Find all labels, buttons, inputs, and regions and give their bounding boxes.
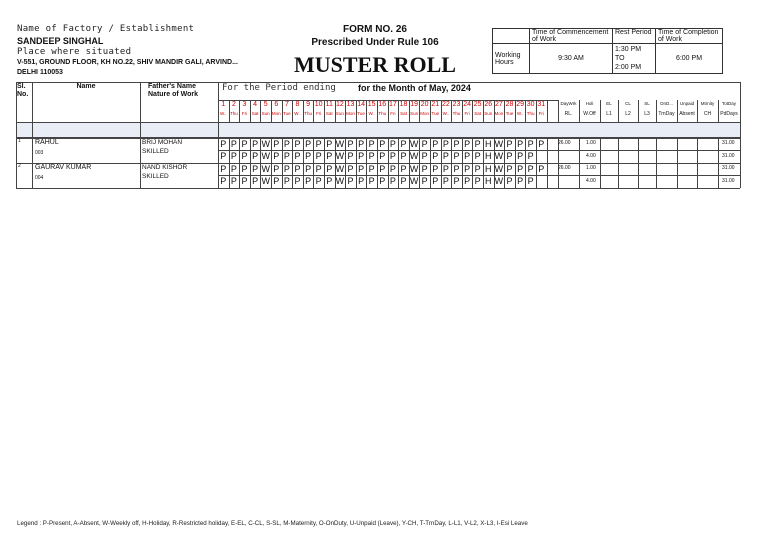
summary-vline: [656, 138, 657, 188]
summary-vline: [579, 138, 580, 188]
completion-label: Time of Completion of Work: [656, 29, 723, 44]
day-weekday: Sat: [400, 111, 407, 116]
attendance-cell: P: [517, 139, 524, 149]
summary-vline: [618, 138, 619, 188]
employee-name: RAHUL: [35, 139, 59, 146]
summary-head-sub: L3: [644, 111, 650, 117]
day-number: 16: [378, 101, 387, 108]
attendance-cell: W: [494, 164, 504, 174]
factory-name: SANDEEP SINGHAL: [17, 36, 104, 46]
attendance-cell: P: [527, 164, 534, 174]
attendance-cell: P: [294, 151, 301, 161]
attendance-cell: W: [409, 139, 419, 149]
col-father-name: Father's Name: [148, 83, 196, 90]
summary-head-sub: L1: [606, 111, 612, 117]
attendance-cell: P: [474, 151, 481, 161]
day-weekday: Thu: [526, 111, 535, 116]
attendance-cell: P: [379, 151, 386, 161]
attendance-cell: P: [453, 164, 460, 174]
total-days: 31.00: [722, 140, 735, 146]
summary-head: Holi: [585, 101, 594, 106]
attendance-cell: P: [432, 176, 439, 186]
day-weekday: Thu: [304, 111, 312, 116]
day-number: 10: [314, 101, 323, 108]
attendance-cell: P: [421, 176, 428, 186]
place-label: Place where situated: [17, 47, 132, 57]
day-weekday: Sun: [410, 111, 419, 116]
summary-vline: [740, 100, 741, 123]
attendance-cell: P: [294, 176, 301, 186]
employee-father-name: NAND KISHOR: [142, 164, 188, 171]
attendance-cell: W: [409, 164, 419, 174]
attendance-cell: W: [335, 139, 345, 149]
summary-head-sub: CH: [703, 111, 712, 117]
attendance-cell: P: [400, 164, 407, 174]
day-number: 24: [463, 101, 471, 108]
attendance-cell: P: [442, 151, 449, 161]
day-weekday: Mon: [494, 111, 504, 116]
grid-hline: [16, 188, 740, 189]
employee-sl: 1: [18, 138, 21, 144]
employee-nature: SKILLED: [142, 148, 169, 155]
summary-vline: [697, 138, 698, 188]
attendance-cell: H: [485, 164, 492, 174]
summary-head: Mtrnity: [700, 101, 715, 106]
day-weekday: Sat: [474, 111, 482, 116]
attendance-cell: P: [400, 176, 407, 186]
day-vline: [547, 138, 548, 188]
attendance-cell: P: [358, 139, 365, 149]
day-weekday: Fri: [538, 111, 544, 116]
weekly-off-count: 4.00: [586, 153, 596, 159]
day-number: 21: [431, 101, 440, 108]
day-weekday: Sun: [261, 111, 270, 116]
summary-head: CL: [625, 101, 631, 106]
attendance-cell: P: [230, 164, 237, 174]
blank-band: [16, 123, 740, 137]
day-weekday: Tue: [283, 111, 291, 116]
attendance-cell: P: [358, 151, 365, 161]
day-weekday: Sun: [335, 111, 344, 116]
attendance-cell: P: [252, 139, 259, 149]
attendance-cell: P: [315, 164, 322, 174]
summary-head-sub: L2: [625, 111, 631, 117]
attendance-cell: P: [379, 139, 386, 149]
attendance-cell: P: [389, 139, 396, 149]
day-number: 30: [526, 101, 535, 108]
attendance-cell: H: [485, 176, 492, 186]
grid-vline: [32, 82, 33, 188]
summary-head-sub: Absent: [679, 111, 695, 117]
day-weekday: Mon: [346, 111, 355, 116]
attendance-cell: P: [368, 164, 375, 174]
attendance-cell: P: [453, 139, 460, 149]
attendance-cell: P: [294, 164, 301, 174]
factory-label: Name of Factory / Establishment: [17, 24, 195, 34]
attendance-cell: P: [273, 151, 280, 161]
day-weekday: Fri: [464, 111, 470, 116]
attendance-cell: P: [283, 176, 290, 186]
attendance-cell: P: [527, 176, 534, 186]
attendance-cell: W: [409, 176, 419, 186]
day-weekday: Fri: [316, 111, 322, 116]
day-number: 18: [399, 101, 408, 108]
attendance-cell: P: [252, 164, 259, 174]
form-rule: Prescribed Under Rule 106: [311, 37, 439, 48]
day-weekday: W..: [368, 111, 375, 116]
rest-label: Rest Period: [613, 29, 656, 44]
day-weekday: Mon: [271, 111, 281, 116]
attendance-cell: P: [241, 176, 248, 186]
attendance-cell: P: [421, 164, 428, 174]
rest-to: 2:00 PM: [615, 64, 642, 71]
attendance-cell: P: [506, 176, 513, 186]
attendance-cell: P: [432, 164, 439, 174]
attendance-cell: P: [400, 151, 407, 161]
address-line-2: DELHI 110053: [17, 69, 63, 76]
col-nature-of-work: Nature of Work: [148, 91, 199, 98]
weekly-off-count: 4.00: [586, 178, 596, 184]
summary-vline: [677, 138, 678, 188]
page-title: MUSTER ROLL: [294, 52, 456, 77]
attendance-cell: P: [305, 151, 312, 161]
month-label: for the Month of May, 2024: [358, 83, 471, 93]
col-sl-no: Sl. No.: [17, 83, 29, 98]
attendance-cell: H: [485, 139, 492, 149]
day-weekday: Fri: [390, 111, 396, 116]
attendance-cell: W: [261, 164, 270, 174]
attendance-cell: W: [494, 176, 504, 186]
summary-head: DayWrk: [560, 101, 577, 106]
employee-name: GAURAV KUMAR: [35, 164, 92, 171]
day-weekday: W..: [516, 111, 524, 116]
attendance-cell: P: [442, 139, 449, 149]
attendance-cell: P: [283, 151, 290, 161]
attendance-cell: P: [283, 139, 290, 149]
attendance-cell: P: [453, 176, 460, 186]
legend: Legend : P-Present, A-Absent, W-Weekly off, H-Holiday, R-Restricted holiday, E-EL, C-CL, S-SL, M-Maternity, O-OnDuty, U-Unpaid (Leave), Y-CH, T-TrnDay, L-L1, V-L2, X-L3, I-Esi Leave: [17, 520, 528, 527]
day-number: 11: [325, 101, 333, 108]
attendance-cell: P: [283, 164, 290, 174]
attendance-cell: P: [220, 139, 227, 149]
day-number: 25: [473, 101, 482, 108]
attendance-cell: P: [517, 176, 524, 186]
attendance-cell: P: [326, 164, 333, 174]
attendance-cell: P: [305, 164, 312, 174]
attendance-cell: P: [241, 151, 248, 161]
day-number: 6: [274, 101, 279, 108]
rest-to-label: TO: [615, 55, 625, 62]
completion-value: 6:00 PM: [656, 44, 723, 74]
summary-head-sub: PdDays: [720, 111, 738, 117]
form-number: FORM NO. 26: [343, 24, 407, 35]
attendance-cell: P: [326, 139, 333, 149]
timing-box: [492, 28, 723, 74]
employee-nature: SKILLED: [142, 173, 169, 180]
attendance-cell: P: [517, 164, 524, 174]
employee-code: 004: [35, 175, 44, 181]
days-worked: 26.00: [558, 140, 571, 146]
attendance-cell: P: [506, 139, 513, 149]
rest-from: 1:30 PM: [615, 46, 642, 53]
day-number: 17: [388, 101, 397, 108]
attendance-cell: P: [421, 139, 428, 149]
attendance-cell: P: [273, 164, 280, 174]
paid-days: 31.00: [722, 153, 735, 159]
day-number: 1: [221, 101, 226, 108]
attendance-cell: W: [335, 151, 345, 161]
attendance-cell: P: [538, 139, 545, 149]
total-days: 31.00: [722, 165, 735, 171]
attendance-cell: P: [389, 164, 396, 174]
day-number: 9: [306, 101, 311, 108]
attendance-cell: P: [305, 139, 312, 149]
day-number: 7: [284, 101, 289, 108]
attendance-cell: P: [474, 176, 481, 186]
attendance-cell: P: [252, 176, 259, 186]
attendance-cell: P: [432, 139, 439, 149]
holiday-count: 1.00: [586, 165, 596, 171]
employee-code: 003: [35, 150, 44, 156]
attendance-cell: P: [305, 176, 312, 186]
day-weekday: Thu: [452, 111, 461, 116]
attendance-cell: W: [409, 151, 419, 161]
attendance-cell: P: [220, 176, 227, 186]
day-number: 2: [231, 101, 236, 108]
attendance-cell: P: [421, 151, 428, 161]
attendance-cell: P: [347, 176, 354, 186]
attendance-cell: W: [494, 139, 504, 149]
employee-father-name: BRIJ MOHAN: [142, 139, 183, 146]
attendance-cell: P: [442, 176, 449, 186]
summary-head: EL: [606, 101, 612, 106]
attendance-cell: P: [474, 139, 481, 149]
attendance-cell: P: [326, 176, 333, 186]
day-number: 3: [242, 101, 247, 108]
attendance-cell: P: [220, 151, 227, 161]
working-hours-label: Working Hours: [493, 44, 530, 74]
day-number: 29: [516, 101, 524, 108]
day-weekday: Sat: [325, 111, 333, 116]
attendance-cell: P: [230, 139, 237, 149]
attendance-cell: P: [506, 151, 513, 161]
day-number: 8: [295, 101, 300, 108]
attendance-cell: P: [464, 176, 471, 186]
attendance-cell: P: [453, 151, 460, 161]
attendance-cell: P: [432, 151, 439, 161]
attendance-cell: P: [326, 151, 333, 161]
attendance-cell: P: [347, 151, 354, 161]
day-number: 28: [505, 101, 514, 108]
day-weekday: Sat: [251, 111, 259, 116]
days-worked: 26.00: [558, 165, 571, 171]
summary-vline: [638, 138, 639, 188]
attendance-cell: P: [315, 176, 322, 186]
attendance-cell: P: [527, 151, 534, 161]
summary-head-sub: RL.: [564, 111, 573, 117]
attendance-cell: P: [368, 151, 375, 161]
summary-vline: [718, 138, 719, 188]
day-number: 13: [346, 101, 355, 108]
attendance-cell: W: [261, 139, 270, 149]
day-number: 14: [357, 101, 365, 108]
attendance-cell: W: [335, 176, 345, 186]
day-weekday: Thu: [378, 111, 387, 116]
attendance-cell: P: [379, 164, 386, 174]
day-number: 15: [367, 101, 376, 108]
day-weekday: Thu: [230, 111, 238, 116]
attendance-cell: P: [273, 139, 280, 149]
attendance-cell: P: [347, 164, 354, 174]
attendance-cell: P: [389, 176, 396, 186]
holiday-count: 1.00: [586, 140, 596, 146]
attendance-cell: P: [368, 176, 375, 186]
day-number: 12: [335, 101, 344, 108]
attendance-cell: P: [358, 164, 365, 174]
commencement-value: 9:30 AM: [530, 44, 613, 74]
day-weekday: Tue: [431, 111, 440, 116]
attendance-cell: P: [294, 139, 301, 149]
attendance-cell: P: [230, 176, 237, 186]
day-weekday: Tue: [357, 111, 365, 116]
day-weekday: W..: [220, 111, 227, 116]
col-name: Name: [76, 83, 96, 90]
summary-head: OnD...: [659, 101, 673, 106]
summary-vline: [600, 138, 601, 188]
day-weekday: Fri: [241, 111, 248, 116]
day-weekday: W..: [294, 111, 301, 116]
day-number: 26: [484, 101, 493, 108]
address-line-1: V-551, GROUND FLOOR, KH NO.22, SHIV MANDIR GALI, ARVIND...: [17, 59, 238, 66]
day-number: 20: [420, 101, 429, 108]
attendance-cell: P: [241, 164, 248, 174]
attendance-cell: P: [517, 151, 524, 161]
attendance-cell: W: [335, 164, 345, 174]
attendance-cell: P: [315, 151, 322, 161]
day-number: 19: [410, 101, 418, 108]
day-weekday: W..: [442, 111, 450, 116]
attendance-cell: P: [241, 139, 248, 149]
period-label: For the Period ending: [222, 83, 336, 93]
attendance-cell: P: [230, 151, 237, 161]
attendance-cell: W: [261, 176, 270, 186]
grid-vline: [140, 82, 141, 188]
attendance-cell: P: [379, 176, 386, 186]
day-vline: [547, 100, 548, 123]
attendance-cell: P: [506, 164, 513, 174]
attendance-cell: P: [527, 139, 534, 149]
summary-head: SL: [644, 101, 650, 106]
attendance-cell: P: [315, 139, 322, 149]
employee-sl: 2: [18, 163, 21, 169]
attendance-cell: P: [252, 151, 259, 161]
attendance-cell: P: [273, 176, 280, 186]
day-number: 5: [263, 101, 268, 108]
day-weekday: Sun: [484, 111, 493, 116]
day-number: 22: [441, 101, 450, 108]
day-weekday: Mon: [420, 111, 430, 116]
attendance-cell: P: [400, 139, 407, 149]
attendance-cell: P: [347, 139, 354, 149]
day-number: 23: [452, 101, 461, 108]
attendance-cell: P: [368, 139, 375, 149]
day-number: 27: [494, 101, 503, 108]
summary-vline: [740, 138, 741, 188]
summary-head: Unpaid: [679, 101, 695, 106]
attendance-cell: P: [389, 151, 396, 161]
commencement-label: Time of Commencement of Work: [530, 29, 613, 44]
attendance-cell: P: [464, 139, 471, 149]
summary-head: TotDay: [721, 101, 736, 106]
attendance-cell: P: [538, 164, 545, 174]
day-number: 31: [537, 101, 546, 108]
attendance-cell: P: [464, 164, 471, 174]
attendance-cell: W: [494, 151, 504, 161]
attendance-cell: P: [474, 164, 481, 174]
day-weekday: Tue: [505, 111, 514, 116]
attendance-cell: P: [442, 164, 449, 174]
summary-head-sub: W.Off: [583, 111, 596, 117]
attendance-cell: W: [261, 151, 270, 161]
attendance-cell: H: [485, 151, 492, 161]
day-number: 4: [253, 101, 258, 108]
attendance-cell: P: [220, 164, 227, 174]
attendance-cell: P: [358, 176, 365, 186]
paid-days: 31.00: [722, 178, 735, 184]
summary-head-sub: TrnDay: [658, 111, 675, 117]
attendance-cell: P: [464, 151, 471, 161]
